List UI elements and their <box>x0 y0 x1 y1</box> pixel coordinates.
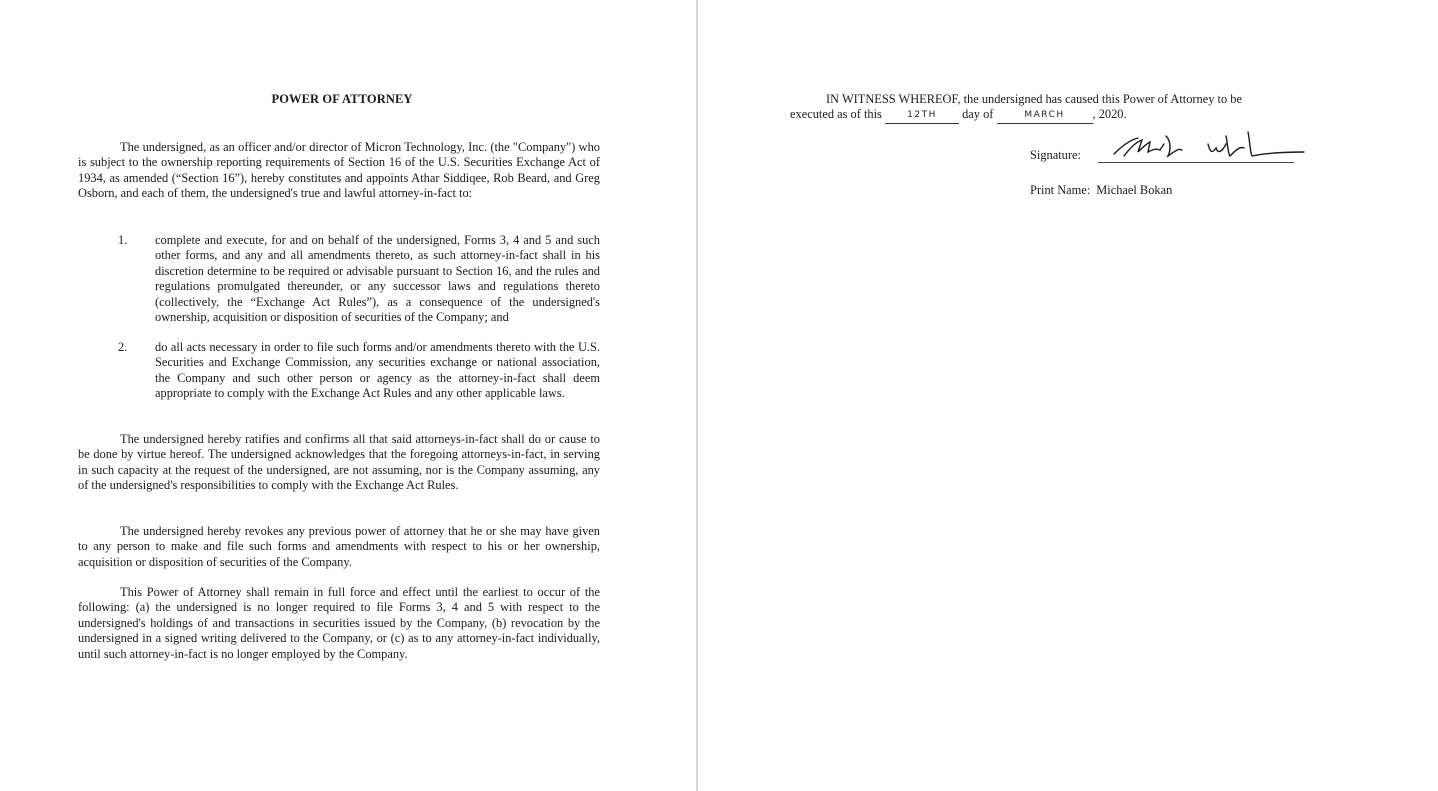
witness-line-1: IN WITNESS WHEREOF, the undersigned has caused this Power of Attorney to be <box>826 92 1242 106</box>
print-name-value: Michael Bokan <box>1096 183 1173 197</box>
list-item-text: do all acts necessary in order to file such forms and/or amendments thereto with the U.S. Securities and Exchange Commission, any securities exchange or national association, the Company and such other person or agency as the attorney-in-fact shall deem appropriate to comply with the Exchange Act Rules and any other applicable laws. <box>155 340 600 401</box>
month-field: MARCH <box>997 108 1093 124</box>
day-of-text: day of <box>962 107 994 122</box>
witness-line-2 <box>790 107 1310 125</box>
signature-label: Signature: <box>1030 148 1081 162</box>
list-item-number: 1. <box>118 233 128 247</box>
right-page <box>698 0 1438 791</box>
print-name-row <box>1030 183 1172 198</box>
witness-clause <box>790 92 1310 125</box>
year-text: , 2020. <box>1092 107 1127 122</box>
duration-paragraph: This Power of Attorney shall remain in full force and effect until the earliest to occur of the following: (a) the undersigned is no longer required to file Forms 3, 4 and 5 with respect to the undersigned's holdings of and transactions in securities issued by the Company, (b) revocation by the undersigned in a signed writing delivered to the Company, or (c) as to any attorney-in-fact individually, until such attorney-in-fact is no longer employed by the Company. <box>78 585 600 661</box>
page-title: POWER OF ATTORNEY <box>271 92 413 106</box>
ratify-paragraph: The undersigned hereby ratifies and confirms all that said attorneys-in-fact shall do or cause to be done by virtue hereof. The undersigned acknowledges that the foregoing attorneys-in-fact, in serving in such capacity at the request of the undersigned, are not assuming, nor is the Company assuming, any of the undersigned's responsibilities to comply with the Exchange Act Rules. <box>78 432 600 493</box>
signature-block <box>1030 130 1310 166</box>
left-page <box>0 0 697 791</box>
list-item-number: 2. <box>118 340 128 354</box>
revoke-paragraph: The undersigned hereby revokes any previous power of attorney that he or she may have given to any person to make and file such forms and amendments with respect to his or her ownership, acquisition or disposition of securities of the Company. <box>78 524 600 569</box>
print-name-label: Print Name: <box>1030 183 1091 197</box>
witness-prefix: executed as of this <box>790 107 882 122</box>
day-field: 12TH <box>885 108 959 124</box>
intro-paragraph: The undersigned, as an officer and/or director of Micron Technology, Inc. (the "Company") who is subject to the ownership reporting requirements of Section 16 of the U.S. Securities Exchange Act of 1934, as amended (“Section 16”), hereby constitutes and appoints Athar Siddiqee, Rob Beard, and Greg Osborn, and each of them, the undersigned's true and lawful attorney-in-fact to: <box>78 140 600 201</box>
list-item-text: complete and execute, for and on behalf of the undersigned, Forms 3, 4 and 5 and such other forms, and any and all amendments thereto, as such attorney-in-fact shall in his discretion determine to be required or advisable pursuant to Section 16, and the rules and regulations promulgated thereunder, or any successor laws and regulations thereto (collectively, the “Exchange Act Rules”), as a consequence of the undersigned's ownership, acquisition or disposition of securities of the Company; and <box>155 233 600 325</box>
handwritten-signature <box>1108 130 1308 164</box>
